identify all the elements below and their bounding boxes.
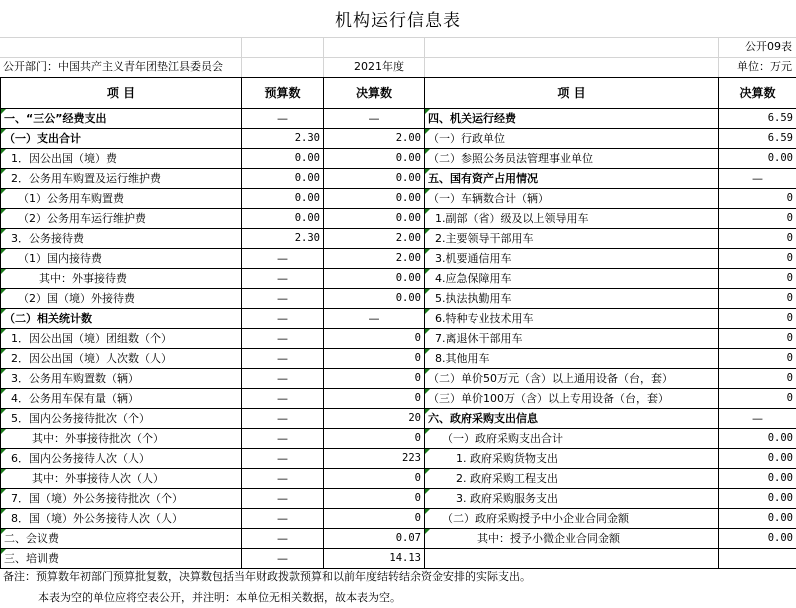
note-line-2: 本表为空的单位应将空表公开，并注明：本单位无相关数据，故本表为空。 bbox=[38, 591, 401, 604]
right-final-value: 0 bbox=[719, 289, 796, 309]
right-final-value: 0.00 bbox=[719, 529, 796, 549]
left-final-value: 0 bbox=[324, 329, 425, 349]
left-budget-value: — bbox=[242, 289, 324, 309]
header-final: 决算数 bbox=[324, 78, 425, 109]
right-item-label: 3.机要通信用车 bbox=[425, 249, 719, 269]
left-final-value: 2.00 bbox=[324, 249, 425, 269]
left-budget-value: — bbox=[242, 409, 324, 429]
table-row bbox=[1, 509, 796, 529]
table-row bbox=[1, 149, 796, 169]
left-budget-value: — bbox=[242, 269, 324, 289]
table-row bbox=[1, 449, 796, 469]
table-row bbox=[1, 269, 796, 289]
unit-label: 单位：万元 bbox=[737, 60, 792, 73]
left-item-label: 1．因公出国（境）团组数（个） bbox=[1, 329, 242, 349]
table-row bbox=[1, 109, 796, 129]
table-row bbox=[1, 309, 796, 329]
right-final-value: 0.00 bbox=[719, 489, 796, 509]
empty-cell bbox=[425, 549, 719, 569]
table-row bbox=[1, 369, 796, 389]
left-final-value: — bbox=[324, 309, 425, 329]
right-final-value: 0.00 bbox=[719, 469, 796, 489]
left-final-value: 2.00 bbox=[324, 229, 425, 249]
right-final-value: 0.00 bbox=[719, 449, 796, 469]
left-budget-value: — bbox=[242, 489, 324, 509]
right-item-label: （一）政府采购支出合计 bbox=[425, 429, 719, 449]
right-final-value: 0.00 bbox=[719, 509, 796, 529]
right-final-value: — bbox=[719, 409, 796, 429]
left-final-value: 0 bbox=[324, 469, 425, 489]
table-row bbox=[1, 389, 796, 409]
right-item-label: （二）单价50万元（含）以上通用设备（台，套） bbox=[425, 369, 719, 389]
right-item-label: 2.主要领导干部用车 bbox=[425, 229, 719, 249]
table-row bbox=[1, 289, 796, 309]
left-item-label: （2）国（境）外接待费 bbox=[1, 289, 242, 309]
right-final-value: 0 bbox=[719, 269, 796, 289]
table-row bbox=[1, 469, 796, 489]
left-budget-value: — bbox=[242, 329, 324, 349]
left-final-value: 0.00 bbox=[324, 209, 425, 229]
left-final-value: 0 bbox=[324, 389, 425, 409]
right-final-value: 0 bbox=[719, 189, 796, 209]
fiscal-year: 2021年度 bbox=[354, 60, 404, 73]
left-final-value: 0 bbox=[324, 429, 425, 449]
table-row bbox=[1, 229, 796, 249]
left-final-value: 0.00 bbox=[324, 289, 425, 309]
left-item-label: 其中：外事接待人次（人） bbox=[1, 469, 242, 489]
left-budget-value: — bbox=[242, 369, 324, 389]
left-budget-value: — bbox=[242, 389, 324, 409]
left-final-value: 223 bbox=[324, 449, 425, 469]
left-item-label: 其中：外事接待费 bbox=[1, 269, 242, 289]
header-row bbox=[1, 78, 796, 109]
left-final-value: 0.00 bbox=[324, 169, 425, 189]
right-item-label: （一）车辆数合计（辆） bbox=[425, 189, 719, 209]
left-final-value: 0.00 bbox=[324, 189, 425, 209]
right-item-label: 2. 政府采购工程支出 bbox=[425, 469, 719, 489]
right-final-value: 0 bbox=[719, 349, 796, 369]
left-item-label: （二）相关统计数 bbox=[1, 309, 242, 329]
left-item-label: 2．公务用车购置及运行维护费 bbox=[1, 169, 242, 189]
left-budget-value: 0.00 bbox=[242, 189, 324, 209]
right-final-value: 6.59 bbox=[719, 129, 796, 149]
operations-table bbox=[0, 77, 796, 569]
right-item-label: 六、政府采购支出信息 bbox=[425, 409, 719, 429]
left-budget-value: — bbox=[242, 429, 324, 449]
left-item-label: 一、“三公”经费支出 bbox=[1, 109, 242, 129]
right-final-value: 0 bbox=[719, 209, 796, 229]
left-budget-value: 0.00 bbox=[242, 169, 324, 189]
right-item-label: 8.其他用车 bbox=[425, 349, 719, 369]
left-final-value: 0.07 bbox=[324, 529, 425, 549]
left-final-value: 0.00 bbox=[324, 149, 425, 169]
left-final-value: 0 bbox=[324, 509, 425, 529]
left-budget-value: 0.00 bbox=[242, 149, 324, 169]
table-row bbox=[1, 329, 796, 349]
right-final-value: — bbox=[719, 169, 796, 189]
left-budget-value: — bbox=[242, 449, 324, 469]
right-final-value: 0 bbox=[719, 369, 796, 389]
left-item-label: 3．公务用车购置数（辆） bbox=[1, 369, 242, 389]
right-item-label: （一）行政单位 bbox=[425, 129, 719, 149]
right-item-label: 1.副部（省）级及以上领导用车 bbox=[425, 209, 719, 229]
left-item-label: 1．因公出国（境）费 bbox=[1, 149, 242, 169]
right-item-label: （二）参照公务员法管理事业单位 bbox=[425, 149, 719, 169]
table-row bbox=[1, 549, 796, 569]
left-final-value: 20 bbox=[324, 409, 425, 429]
right-final-value: 0 bbox=[719, 249, 796, 269]
left-budget-value: — bbox=[242, 469, 324, 489]
right-final-value: 6.59 bbox=[719, 109, 796, 129]
table-row bbox=[1, 349, 796, 369]
department-row bbox=[0, 57, 796, 78]
left-budget-value: — bbox=[242, 309, 324, 329]
table-row bbox=[1, 529, 796, 549]
left-item-label: （2）公务用车运行维护费 bbox=[1, 209, 242, 229]
left-item-label: （1）公务用车购置费 bbox=[1, 189, 242, 209]
report-title: 机构运行信息表 bbox=[0, 0, 796, 38]
left-budget-value: — bbox=[242, 509, 324, 529]
left-final-value: — bbox=[324, 109, 425, 129]
left-final-value: 14.13 bbox=[324, 549, 425, 569]
right-final-value: 0 bbox=[719, 329, 796, 349]
right-final-value: 0.00 bbox=[719, 429, 796, 449]
left-budget-value: 2.30 bbox=[242, 229, 324, 249]
left-item-label: 4．公务用车保有量（辆） bbox=[1, 389, 242, 409]
left-final-value: 0.00 bbox=[324, 269, 425, 289]
left-budget-value: — bbox=[242, 109, 324, 129]
left-final-value: 0 bbox=[324, 349, 425, 369]
table-row bbox=[1, 429, 796, 449]
right-item-label: 6.特种专业技术用车 bbox=[425, 309, 719, 329]
left-budget-value: — bbox=[242, 549, 324, 569]
left-item-label: 6．国内公务接待人次（人） bbox=[1, 449, 242, 469]
table-row bbox=[1, 189, 796, 209]
left-budget-value: 0.00 bbox=[242, 209, 324, 229]
left-item-label: （一）支出合计 bbox=[1, 129, 242, 149]
left-item-label: （1）国内接待费 bbox=[1, 249, 242, 269]
left-budget-value: 2.30 bbox=[242, 129, 324, 149]
empty-cell bbox=[719, 549, 796, 569]
header-final-right: 决算数 bbox=[719, 78, 796, 109]
blank-row bbox=[0, 37, 796, 58]
right-item-label: 4.应急保障用车 bbox=[425, 269, 719, 289]
note-line-1: 备注：预算数年初部门预算批复数，决算数包括当年财政拨款预算和以前年度结转结余资金安排的实际支出。 bbox=[3, 570, 531, 583]
left-item-label: 8．国（境）外公务接待人次（人） bbox=[1, 509, 242, 529]
left-item-label: 二、会议费 bbox=[1, 529, 242, 549]
form-number: 公开09表 bbox=[745, 40, 792, 53]
right-item-label: 3. 政府采购服务支出 bbox=[425, 489, 719, 509]
left-budget-value: — bbox=[242, 529, 324, 549]
right-item-label: 五、国有资产占用情况 bbox=[425, 169, 719, 189]
right-final-value: 0.00 bbox=[719, 149, 796, 169]
right-item-label: （三）单价100万（含）以上专用设备（台，套） bbox=[425, 389, 719, 409]
left-item-label: 7．国（境）外公务接待批次（个） bbox=[1, 489, 242, 509]
header-item-right: 项 目 bbox=[425, 78, 719, 109]
left-final-value: 0 bbox=[324, 369, 425, 389]
table-row bbox=[1, 129, 796, 149]
table-row bbox=[1, 209, 796, 229]
left-budget-value: — bbox=[242, 249, 324, 269]
right-item-label: 四、机关运行经费 bbox=[425, 109, 719, 129]
header-budget: 预算数 bbox=[242, 78, 324, 109]
table-row bbox=[1, 409, 796, 429]
right-item-label: （二）政府采购授予中小企业合同金额 bbox=[425, 509, 719, 529]
left-item-label: 三、培训费 bbox=[1, 549, 242, 569]
department-label: 公开部门：中国共产主义青年团垫江县委员会 bbox=[3, 60, 223, 73]
right-final-value: 0 bbox=[719, 309, 796, 329]
right-item-label: 7.离退休干部用车 bbox=[425, 329, 719, 349]
table-row bbox=[1, 489, 796, 509]
left-item-label: 3．公务接待费 bbox=[1, 229, 242, 249]
header-item: 项 目 bbox=[1, 78, 242, 109]
right-item-label: 其中：授予小微企业合同金额 bbox=[425, 529, 719, 549]
left-item-label: 5．国内公务接待批次（个） bbox=[1, 409, 242, 429]
right-item-label: 1. 政府采购货物支出 bbox=[425, 449, 719, 469]
left-final-value: 2.00 bbox=[324, 129, 425, 149]
left-item-label: 其中：外事接待批次（个） bbox=[1, 429, 242, 449]
right-final-value: 0 bbox=[719, 389, 796, 409]
right-item-label: 5.执法执勤用车 bbox=[425, 289, 719, 309]
right-final-value: 0 bbox=[719, 229, 796, 249]
left-item-label: 2．因公出国（境）人次数（人） bbox=[1, 349, 242, 369]
left-budget-value: — bbox=[242, 349, 324, 369]
table-row bbox=[1, 169, 796, 189]
left-final-value: 0 bbox=[324, 489, 425, 509]
table-row bbox=[1, 249, 796, 269]
